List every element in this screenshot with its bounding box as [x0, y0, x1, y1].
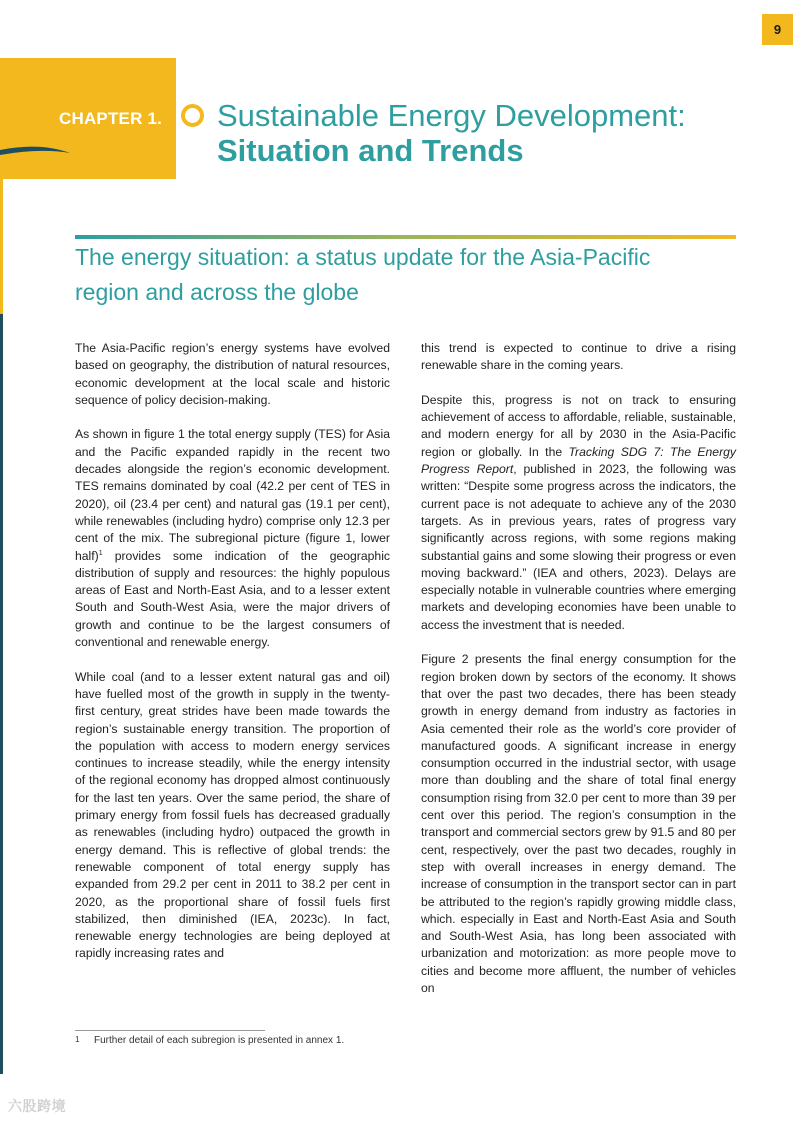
paragraph-text: Despite this, progress is not on track to ensuring achievement of access to affordable, reliable, sustainable, and modern energy for all by 2030 in the Asia-Pacific region or globally. In the: [421, 392, 736, 459]
footnote-number: 1: [75, 1035, 80, 1044]
footnote-text: Further detail of each subregion is presented in annex 1.: [94, 1035, 345, 1046]
chapter-ring-icon: [181, 104, 204, 127]
footnote-reference[interactable]: 1: [98, 549, 103, 557]
section-divider: [75, 235, 736, 239]
watermark: 六股跨境: [8, 1098, 66, 1114]
swoosh-decoration: [0, 140, 80, 160]
right-column: [421, 340, 736, 997]
paragraph: The Asia-Pacific region’s energy systems have evolved based on geography, the distribution of natural resources, economic development at the local scale and historic sequence of policy decision-making.: [75, 341, 390, 407]
paragraph: Figure 2 presents the final energy consumption for the region broken down by sectors of the economy. It shows that over the past two decades, there has been steady growth in energy demand from industry as factories in Asia cemented their role as the world’s core provider of manufactured goods. A significant increase in energy consumption occurred in the industrial sector, with usage more than doubling and the share of total final energy consumption rising from 32.0 per cent to more than 39 per cent over this period. The region’s consumption in the transport and commercial sectors grew by 91.5 and 80 per cent, respectively, over the past two decades, roughly in step with overall increases in energy demand. The increase of consumption in the transport sector can in part be attributed to the region’s rapidly growing middle class, which. especially in East and North-East Asia and South and South-West Asia, has long been associated with urbanization and motorization: as more people move to cities and become more affluent, the number of vehicles on: [421, 652, 737, 995]
paragraph: [421, 392, 736, 634]
chapter-label: CHAPTER 1.: [59, 109, 163, 128]
paragraph-text: , published in 2023, the following was written: “Despite some progress across the indicators, the current pace is not adequate to achieve any of the 2030 targets. As in previous years, rates of progress vary significantly across regions, with some regions making substantial gains and some slowing their progress or even moving backward.” (IEA and others, 2023). Delays are especially notable in vulnerable countries where emerging markets and developing economies have been unable to access the investment that is needed.: [421, 462, 737, 632]
chapter-title-line1: Sustainable Energy Development:: [217, 98, 686, 133]
page-number: 9: [762, 14, 793, 45]
section-heading: The energy situation: a status update for the Asia-Pacific region and across the globe: [75, 244, 651, 305]
left-accent-stripe: [0, 179, 3, 314]
footnote: [75, 1035, 395, 1046]
paragraph-text: provides some indication of the geographic distribution of supply and resources: the highly populous areas of East and North-East Asia, and to a lesser extent South and South-West Asia, were the major drivers of growth and continue to be the largest consumers of conventional and renewable energy.: [75, 548, 390, 650]
paragraph: [75, 426, 390, 651]
report-title: Tracking SDG 7: The Energy Progress Report: [421, 444, 737, 477]
left-navy-stripe: [0, 314, 3, 1074]
paragraph-text: As shown in figure 1 the total energy supply (TES) for Asia and the Pacific expanded rapidly in the recent two decades alongside the region’s economic development. TES remains dominated by coal (42.2 per cent of TES in 2020), oil (23.4 per cent) and natural gas (19.1 per cent), while renewables (including hydro) comprise only 12.3 per cent of the mix. The subregional picture (figure 1, lower half): [75, 427, 390, 563]
left-column: [75, 340, 390, 963]
chapter-title-line2: Situation and Trends: [217, 133, 524, 168]
paragraph: this trend is expected to continue to drive a rising renewable share in the coming years.: [421, 341, 736, 373]
paragraph: While coal (and to a lesser extent natural gas and oil) have fuelled most of the growth in supply in the twenty-first century, great strides have been made towards the region’s sustainable energy transition. The proportion of the population with access to modern energy services continues to increase steadily, while the energy intensity of the regional economy has dropped almost continuously for the last ten years. Over the same period, the share of primary energy from fossil fuels has decreased gradually as renewables (including hydro) outpaced the growth in energy demand. This is reflective of global trends: the renewable component of total energy supply has expanded from 29.2 per cent in 2011 to 38.2 per cent in 2020, as the proportional share of fossil fuels first stabilized, then diminished (IEA, 2023c). In fact, renewable energy technologies are being deployed at rapidly increasing rates and: [75, 669, 390, 961]
footnote-divider: [75, 1030, 265, 1031]
